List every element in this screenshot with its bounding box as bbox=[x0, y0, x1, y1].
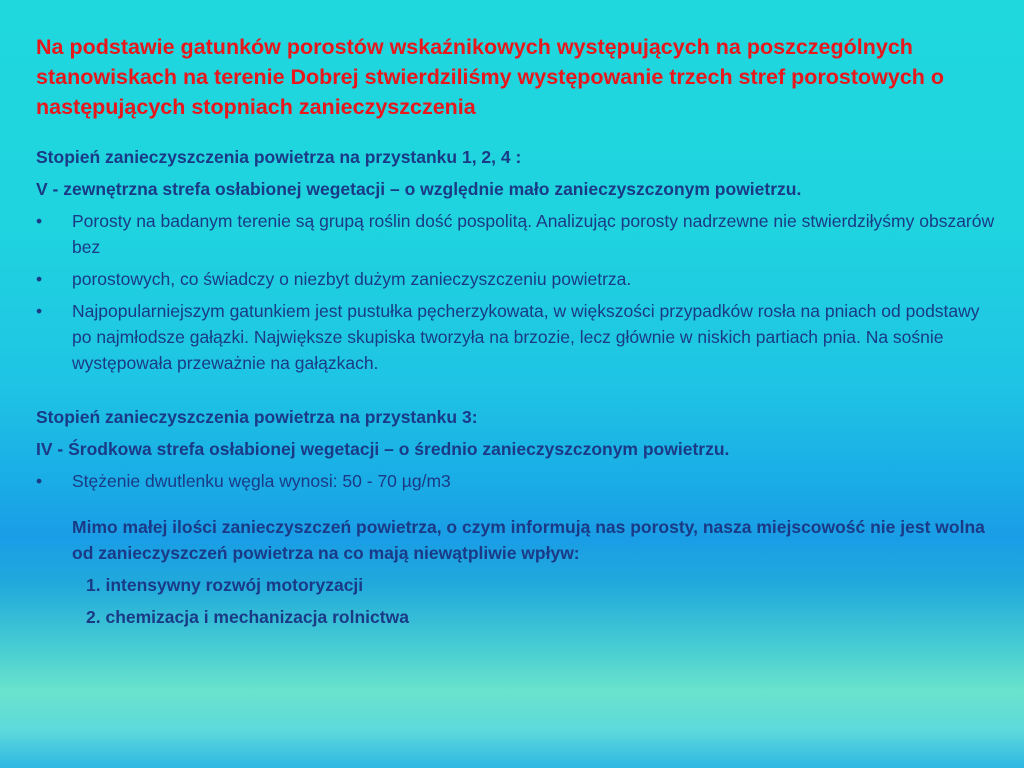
section2-heading: Stopień zanieczyszczenia powietrza na przystanku 3: bbox=[36, 407, 478, 427]
bullet-marker: • bbox=[36, 269, 43, 289]
section1-bullet-2 bbox=[36, 266, 996, 292]
bullet-text: Stężenie dwutlenku węgla wynosi: 50 - 70 µg/m3 bbox=[72, 471, 451, 491]
section1-zone: V - zewnętrzna strefa osłabionej wegetacji – o względnie mało zanieczyszczonym powietrzu. bbox=[36, 179, 802, 199]
bullet-marker: • bbox=[36, 301, 43, 321]
section1-bullet-3 bbox=[36, 298, 996, 376]
bullet-text: Najpopularniejszym gatunkiem jest pustułka pęcherzykowata, w większości przypadków rosła na pniach od podstawy po najmłodsze gałązki. Największe skupiska tworzyła na brzozie, lecz głównie w niskich partiach pnia. Na sośnie występowała przeważnie na gałązkach. bbox=[72, 301, 980, 373]
section2-bullet-1 bbox=[36, 468, 996, 494]
conclusion-item-1: 1. intensywny rozwój motoryzacji bbox=[86, 575, 364, 595]
section1-heading: Stopień zanieczyszczenia powietrza na przystanku 1, 2, 4 : bbox=[36, 147, 522, 167]
bullet-text: porostowych, co świadczy o niezbyt dużym zanieczyszczeniu powietrza. bbox=[72, 269, 632, 289]
bullet-marker: • bbox=[36, 471, 43, 491]
bullet-marker: • bbox=[36, 211, 43, 231]
conclusion-text: Mimo małej ilości zanieczyszczeń powietrza, o czym informują nas porosty, nasza miejscowość nie jest wolna od zanieczyszczeń powietrza na co mają niewątpliwie wpływ: bbox=[72, 517, 985, 563]
slide-content bbox=[36, 144, 996, 630]
conclusion-item-2: 2. chemizacja i mechanizacja rolnictwa bbox=[86, 607, 409, 627]
bullet-text: Porosty na badanym terenie są grupą roślin dość pospolitą. Analizując porosty nadrzewne nie stwierdziłyśmy obszarów bez bbox=[72, 211, 995, 257]
section2-zone: IV - Środkowa strefa osłabionej wegetacji – o średnio zanieczyszczonym powietrzu. bbox=[36, 439, 730, 459]
section1-bullet-1 bbox=[36, 208, 996, 260]
slide-title: Na podstawie gatunków porostów wskaźnikowych występujących na poszczególnych stanowiskach na terenie Dobrej stwierdziliśmy występowanie trzech stref porostowych o następujących stopniach zanieczyszczenia bbox=[36, 35, 945, 119]
